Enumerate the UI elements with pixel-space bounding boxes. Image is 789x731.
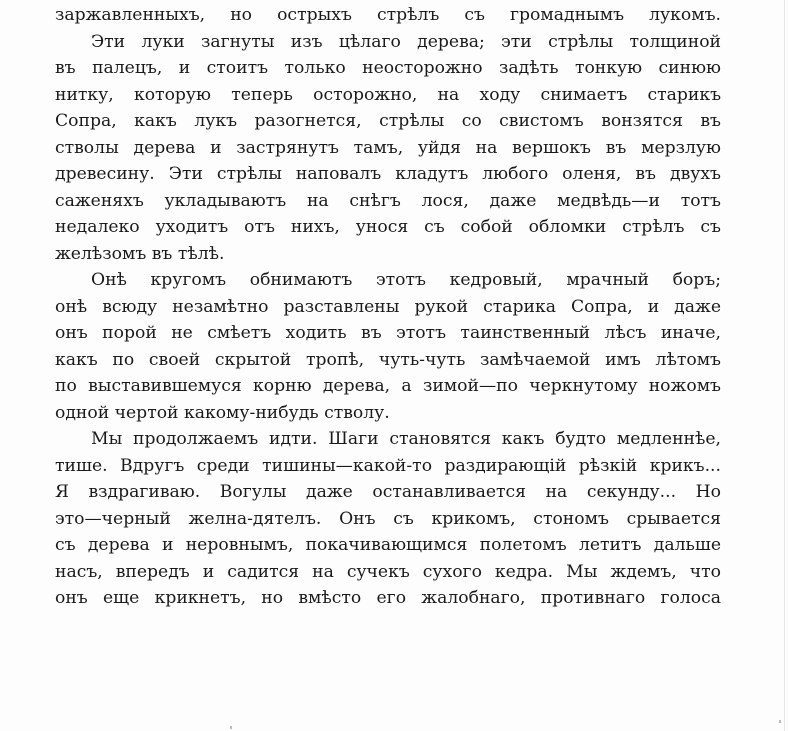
text-line: съ дерева и неровнымъ, покачивающимся полетомъ летитъ дальше: [55, 535, 721, 555]
text-line: это—черный желна-дятелъ. Онъ съ крикомъ, стономъ срывается: [55, 508, 721, 529]
text-line: Я вздрагиваю. Вогулы даже останавливается на секунду... Но: [55, 482, 721, 502]
text-line: Эти луки загнуты изъ цѣлаго дерева; эти стрѣлы толщиной: [91, 31, 721, 52]
scan-edge-line: [784, 0, 785, 731]
text-line: какъ по своей скрытой тропѣ, чуть-чуть замѣчаемой имъ лѣтомъ: [55, 349, 721, 370]
paragraph-3: [55, 267, 721, 426]
text-line: Онѣ кругомъ обнимаютъ этотъ кедровый, мрачный боръ;: [91, 270, 721, 290]
text-line: по выставившемуся корню дерева, а зимой—по черкнутому ножомъ: [55, 376, 721, 396]
text-line: желѣзомъ въ тѣлѣ.: [55, 243, 225, 264]
text-line: онѣ всюду незамѣтно разставлены рукой старика Сопра, и даже: [55, 296, 721, 317]
text-line: насъ, впередъ и садится на сучекъ сухого кедра. Мы ждемъ, что: [55, 561, 721, 582]
text-line: недалеко уходитъ отъ нихъ, унося съ собой обломки стрѣлъ съ: [55, 217, 721, 237]
scan-speck: [230, 726, 232, 729]
text-line: нитку, которую теперь осторожно, на ходу снимаетъ старикъ: [55, 84, 721, 105]
text-line: древесину. Эти стрѣлы наповалъ кладутъ любого оленя, въ двухъ: [55, 164, 721, 184]
paragraph-4: [55, 426, 721, 612]
scan-speck: [779, 720, 781, 723]
text-line: одной чертой какому-нибудь стволу.: [55, 402, 390, 423]
text-line: заржавленныхъ, но острыхъ стрѣлъ съ громаднымъ лукомъ.: [55, 5, 721, 25]
text-line: саженяхъ укладываютъ на снѣгъ лося, даже медвѣдь—и тотъ: [55, 190, 721, 211]
text-line: онъ порой не смѣетъ ходить въ этотъ таинственный лѣсъ иначе,: [55, 323, 721, 343]
page-text: [55, 2, 721, 612]
paragraph-1: [55, 2, 721, 29]
text-line: Мы продолжаемъ идти. Шаги становятся какъ будто медленнѣе,: [91, 429, 721, 449]
paragraph-2: [55, 29, 721, 268]
text-line: Сопра, какъ лукъ разогнется, стрѣлы со свистомъ вонзятся въ: [55, 111, 721, 131]
text-line: стволы дерева и застрянутъ тамъ, уйдя на вершокъ въ мерзлую: [55, 137, 721, 158]
text-line: въ палецъ, и стоитъ только неосторожно задѣть тонкую синюю: [55, 58, 721, 78]
text-line: онъ еще крикнетъ, но вмѣсто его жалобнаго, противнаго голоса: [55, 588, 721, 608]
text-line: тише. Вдругъ среди тишины—какой-то раздирающій рѣзкій крикъ...: [55, 455, 721, 476]
